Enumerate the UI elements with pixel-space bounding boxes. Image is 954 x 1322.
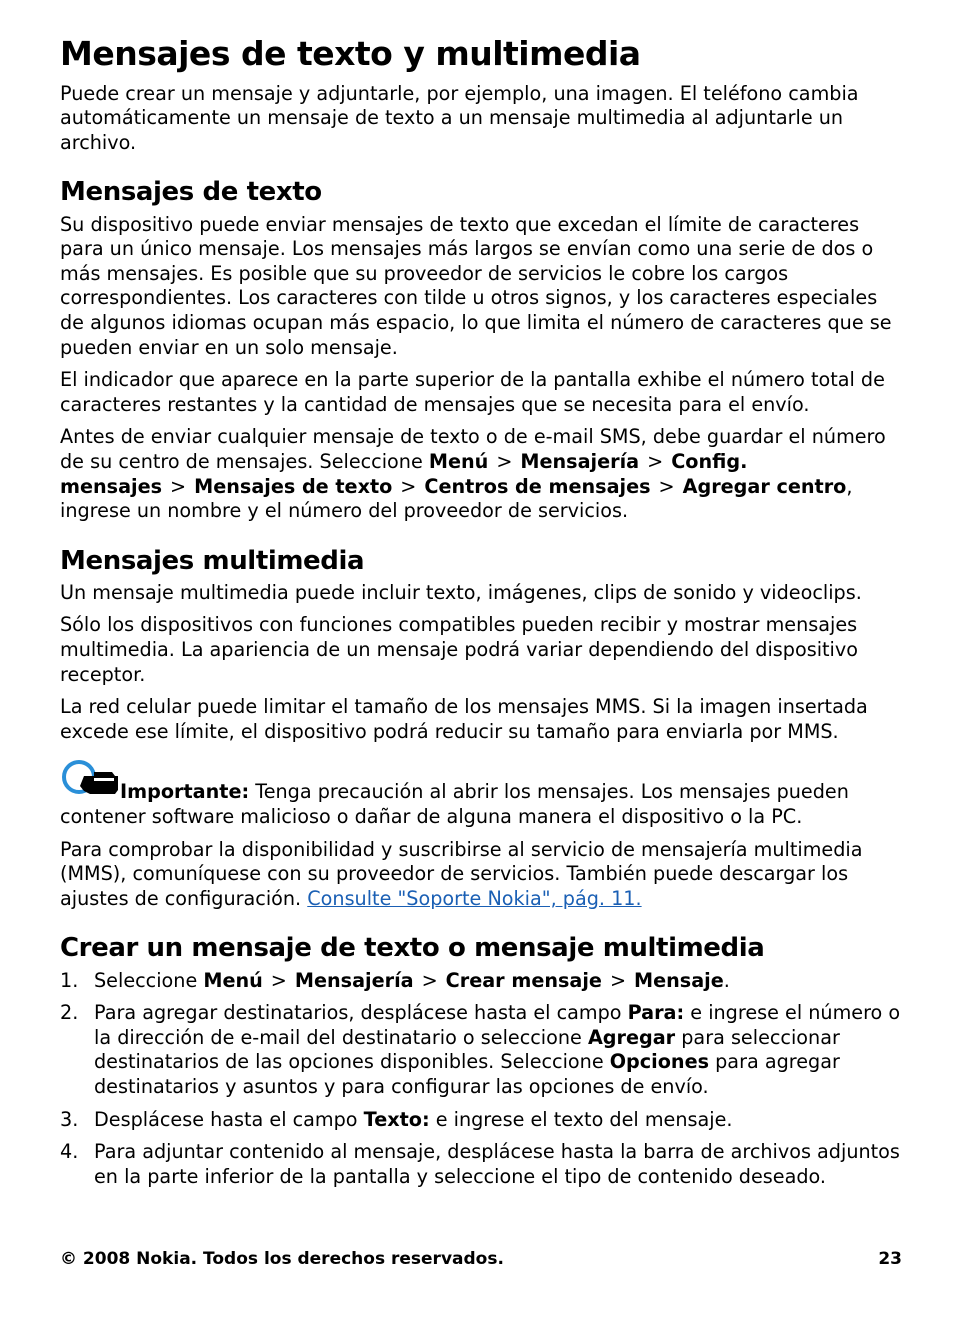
option-name: Opciones xyxy=(609,1050,710,1074)
path-separator: > xyxy=(421,968,438,992)
mms-p4-text: Para comprobar la disponibilidad y suscribirse al servicio de mensajería multimedia (MMS), comuníquese con su proveedor de servicios. También puede descargar los ajustes de configuración. xyxy=(60,837,863,910)
page-title: Mensajes de texto y multimedia xyxy=(60,34,641,73)
menu-path-item: Config. mensajes xyxy=(60,449,748,498)
menu-path-item: Mensajería xyxy=(520,449,640,473)
menu-path-item: Mensaje xyxy=(634,968,724,992)
step-text: e ingrese el texto del mensaje. xyxy=(429,1107,733,1131)
pointing-hand-icon xyxy=(60,758,120,800)
mms-p3: La red celular puede limitar el tamaño de los mensajes MMS. Si la imagen insertada excede ese límite, el dispositivo podrá reducir su tamaño para enviarla por MMS. xyxy=(60,695,868,743)
menu-path-item: Mensajes de texto xyxy=(194,474,393,498)
text-messages-p2: El indicador que aparece en la parte superior de la pantalla exhibe el número total de caracteres restantes y la cantidad de mensajes que se necesita para el envío. xyxy=(60,368,885,416)
mms-heading: Mensajes multimedia xyxy=(60,545,365,576)
step-number: 1. xyxy=(60,968,79,992)
path-separator: > xyxy=(170,474,187,498)
support-link[interactable]: Consulte "Soporte Nokia", pág. 11. xyxy=(307,886,642,910)
mms-p2: Sólo los dispositivos con funciones compatibles pueden recibir y mostrar mensajes multimedia. La apariencia de un mensaje podrá variar dependiendo del dispositivo receptor. xyxy=(60,613,858,686)
important-text: Tenga precaución al abrir los mensajes. Los mensajes pueden contener software malicioso o dañar de alguna manera el dispositivo o la PC. xyxy=(60,780,849,829)
step-number: 4. xyxy=(60,1140,79,1164)
path-separator: > xyxy=(658,474,675,498)
menu-path-item: Agregar centro xyxy=(682,474,847,498)
list-item xyxy=(60,1108,906,1133)
step-text: Desplácese hasta el campo xyxy=(94,1107,364,1131)
step-text: e ingrese el número o la dirección de e-mail del destinatario o seleccione xyxy=(94,1001,901,1049)
important-label: Importante: xyxy=(120,780,250,804)
step-text: Para adjuntar contenido al mensaje, desplácese hasta la barra de archivos adjuntos en la parte inferior de la pantalla y seleccione el tipo de contenido deseado. xyxy=(94,1140,900,1188)
intro-paragraph: Puede crear un mensaje y adjuntarle, por ejemplo, una imagen. El teléfono cambia automáticamente un mensaje de texto a un mensaje multimedia al adjuntarle un archivo. xyxy=(60,81,859,154)
create-message-heading: Crear un mensaje de texto o mensaje multimedia xyxy=(60,933,765,964)
p3-lead: Antes de enviar cualquier mensaje de texto o de e-mail SMS, debe guardar el número de su centro de mensajes. Seleccione xyxy=(60,425,886,473)
list-item xyxy=(60,1140,906,1189)
steps-list xyxy=(60,969,906,1190)
list-item xyxy=(60,1001,906,1099)
step-text: Seleccione xyxy=(94,968,204,992)
page-footer xyxy=(60,1249,902,1269)
menu-path-item: Centros de mensajes xyxy=(424,474,651,498)
page-content xyxy=(60,34,906,1197)
important-note xyxy=(60,758,906,829)
text-messages-heading: Mensajes de texto xyxy=(60,177,322,208)
text-messages-p3 xyxy=(60,425,906,523)
path-separator: > xyxy=(647,449,664,473)
text-messages-p1: Su dispositivo puede enviar mensajes de texto que excedan el límite de caracteres para un único mensaje. Los mensajes más largos se envían como una serie de dos o más mensajes. Es posible que su proveedor de servicios le cobre los cargos correspondientes. Los caracteres con tilde u otros signos, y los caracteres especiales de algunos idiomas ocupan más espacio, lo que limita el número de caracteres que se pueden enviar en un solo mensaje. xyxy=(60,212,892,359)
menu-path-item: Crear mensaje xyxy=(445,968,602,992)
step-text: . xyxy=(723,968,730,992)
menu-path-item: Menú xyxy=(428,449,489,473)
step-number: 2. xyxy=(60,1001,79,1025)
path-separator: > xyxy=(270,968,287,992)
p3-tail: , ingrese un nombre y el número del proveedor de servicios. xyxy=(60,474,853,523)
path-separator: > xyxy=(496,449,513,473)
step-text: Para agregar destinatarios, desplácese hasta el campo xyxy=(94,1001,628,1025)
step-text: para agregar destinatarios y asuntos y para configurar las opciones de envío. xyxy=(94,1050,840,1098)
page-number: 23 xyxy=(878,1249,902,1269)
menu-path-item: Mensajería xyxy=(294,968,414,992)
copyright: © 2008 Nokia. Todos los derechos reservados. xyxy=(60,1249,504,1269)
mms-p4 xyxy=(60,838,906,912)
step-number: 3. xyxy=(60,1107,79,1131)
field-name: Para: xyxy=(627,1001,685,1025)
step-text: para seleccionar destinatarios de las opciones disponibles. Seleccione xyxy=(94,1025,840,1074)
list-item xyxy=(60,969,906,994)
menu-path-item: Menú xyxy=(203,968,263,992)
path-separator: > xyxy=(400,474,417,498)
field-name: Texto: xyxy=(363,1107,430,1131)
option-name: Agregar xyxy=(587,1025,676,1049)
path-separator: > xyxy=(609,968,627,992)
mms-p1: Un mensaje multimedia puede incluir texto, imágenes, clips de sonido y videoclips. xyxy=(60,580,862,604)
